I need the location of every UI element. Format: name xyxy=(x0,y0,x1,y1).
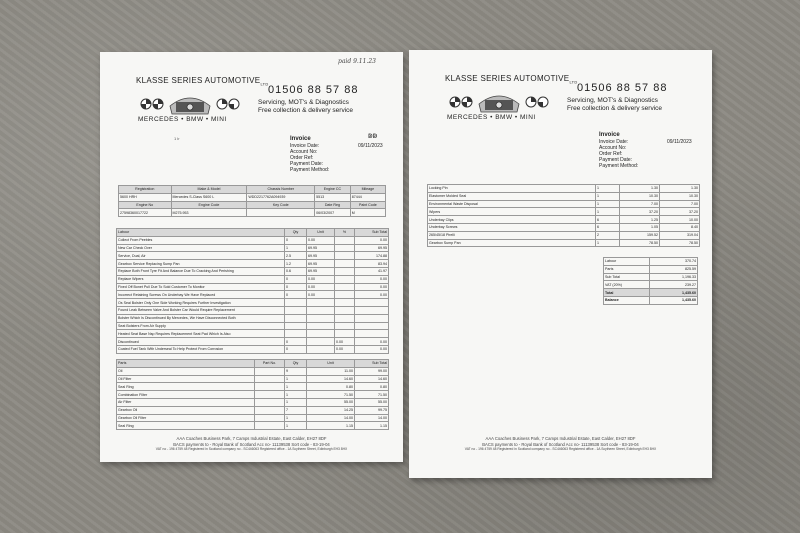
labour-row-cell: 0 xyxy=(285,236,307,244)
totals-row-cell: VAT (20%) xyxy=(604,281,650,289)
labour-row-cell xyxy=(335,299,355,307)
parts-continued-row-cell: 1 xyxy=(596,200,620,208)
parts-row-cell xyxy=(255,391,285,399)
parts-continued-row xyxy=(428,208,700,216)
parts-row-cell xyxy=(255,398,285,406)
labour-row-cell: 0.00 xyxy=(307,291,335,299)
labour-row-cell: New Car Check Over xyxy=(117,244,285,252)
parts-continued-row-cell: 1.05 xyxy=(620,223,660,231)
parts-header: Qty xyxy=(285,360,307,368)
labour-row-cell xyxy=(307,330,335,338)
labour-row-cell xyxy=(335,314,355,322)
labour-row-cell xyxy=(285,330,307,338)
parts-row-cell: 7 xyxy=(285,406,307,414)
parts-row-cell xyxy=(255,367,285,375)
totals-row-cell: Parts xyxy=(604,265,650,273)
labour-row-cell: 0.00 xyxy=(355,338,389,346)
labour-row-cell xyxy=(307,338,335,346)
parts-row-cell: 99.75 xyxy=(355,406,389,414)
parts-row xyxy=(117,414,389,422)
vehicle-header: Engine No xyxy=(119,201,172,209)
labour-row-cell xyxy=(307,299,335,307)
invoice-title: Invoice xyxy=(290,136,311,142)
labour-row-cell: 0 xyxy=(285,345,307,353)
invoice-number-mark: ↁↁ xyxy=(368,134,378,140)
parts-continued-row-cell: Underbay Clips xyxy=(428,216,596,224)
labour-row-cell xyxy=(307,314,335,322)
labour-row-cell: 0.00 xyxy=(355,275,389,283)
labour-row-cell xyxy=(335,260,355,268)
company-name: KLASSE SERIES $AUTOMOTIVE_{LTD}$ xyxy=(136,76,269,87)
totals-row-cell: 370.74 xyxy=(650,258,698,266)
labour-row-cell: Os Seal Bolster Only One Side Working Requires Further Investigation xyxy=(117,299,285,307)
parts-row-cell: 11.00 xyxy=(307,367,355,375)
labour-row-cell: Incorrect Retaining Screws On Underbay We Have Replaced xyxy=(117,291,285,299)
parts-row-cell: Seal Ring xyxy=(117,422,255,430)
services-text: Servicing, MOT's & Diagnostics Free collection & delivery service xyxy=(258,99,354,114)
parts-row xyxy=(117,391,389,399)
invoice-page-2 xyxy=(409,50,712,478)
parts-continued-row xyxy=(428,192,700,200)
totals-row-cell: 825.59 xyxy=(650,265,698,273)
labour-row-cell: Coated Fuel Tank With Underseal To Help Protect From Corrosion xyxy=(117,345,285,353)
parts-continued-row-cell: Locking Pin xyxy=(428,185,596,193)
parts-row-cell: Oil Filter xyxy=(117,375,255,383)
parts-continued-row-cell: 1.30 xyxy=(620,185,660,193)
parts-header: Parts xyxy=(117,360,255,368)
labour-row-cell xyxy=(335,330,355,338)
labour-row-cell: Gearbox Service Replacing Sump Pan xyxy=(117,260,285,268)
labour-row-cell xyxy=(335,267,355,275)
parts-continued-row xyxy=(428,223,700,231)
invoice-page-1 xyxy=(100,52,403,462)
invoice-date: 09/11/2023 xyxy=(358,143,383,149)
labour-row-cell xyxy=(335,306,355,314)
totals-row-cell: Balance xyxy=(604,296,650,304)
parts-row-cell: Seal Ring xyxy=(117,383,255,391)
parts-row xyxy=(117,406,389,414)
labour-row-cell: 69.95 xyxy=(307,267,335,275)
labour-row xyxy=(117,306,389,314)
labour-row xyxy=(117,236,389,244)
parts-row-cell xyxy=(255,414,285,422)
parts-continued-row-cell: 1 xyxy=(596,185,620,193)
vehicle-header: Engine Code xyxy=(171,201,247,209)
labour-row-cell: 41.97 xyxy=(355,267,389,275)
parts-continued-row-cell: 10.00 xyxy=(660,216,700,224)
parts-row-cell xyxy=(255,375,285,383)
parts-row-cell: 14.25 xyxy=(307,406,355,414)
labour-row-cell xyxy=(335,322,355,330)
vehicle-header: Registration xyxy=(119,186,172,194)
vehicle-cell: 27598360017722 xyxy=(119,209,172,217)
parts-continued-row xyxy=(428,185,700,193)
vehicle-cell xyxy=(247,209,315,217)
parts-continued-row-cell: 319.04 xyxy=(660,231,700,239)
makes-line: MERCEDES • BMW • MINI xyxy=(447,114,536,121)
vehicle-header: Paint Code xyxy=(350,201,385,209)
labour-row-cell: 0.00 xyxy=(335,345,355,353)
parts-continued-row-cell: 37.20 xyxy=(620,208,660,216)
labour-row-cell xyxy=(335,291,355,299)
labour-header: Unit xyxy=(307,229,335,237)
labour-header: Labour xyxy=(117,229,285,237)
parts-row-cell: 1 xyxy=(285,391,307,399)
makes-line: MERCEDES • BMW • MINI xyxy=(138,116,227,123)
invoice-date: 09/11/2023 xyxy=(667,139,692,145)
parts-continued-row xyxy=(428,231,700,239)
totals-row-cell: 1,435.60 xyxy=(650,289,698,297)
parts-row-cell: 14.60 xyxy=(355,375,389,383)
labour-row-cell: 0.00 xyxy=(355,236,389,244)
parts-continued-row-cell: Wipers xyxy=(428,208,596,216)
parts-row xyxy=(117,375,389,383)
labour-row xyxy=(117,244,389,252)
labour-row xyxy=(117,267,389,275)
parts-continued-row-cell: 1 xyxy=(596,208,620,216)
parts-header: Unit xyxy=(307,360,355,368)
labour-header: Qty xyxy=(285,229,307,237)
totals-row-cell: Sub Total xyxy=(604,273,650,281)
small-mark: 1 lr xyxy=(174,136,180,141)
labour-row-cell: 83.94 xyxy=(355,260,389,268)
labour-row xyxy=(117,283,389,291)
totals-row xyxy=(604,265,698,273)
parts-row-cell: 71.50 xyxy=(355,391,389,399)
labour-row-cell xyxy=(307,345,335,353)
labour-row-cell: 0.00 xyxy=(355,291,389,299)
totals-row-cell: Labour xyxy=(604,258,650,266)
parts-row xyxy=(117,383,389,391)
labour-row-cell: 0.00 xyxy=(355,283,389,291)
parts-row-cell: 71.50 xyxy=(307,391,355,399)
vehicle-header: Chassis Number xyxy=(247,186,315,194)
parts-row-cell: 1 xyxy=(285,398,307,406)
totals-row xyxy=(604,281,698,289)
parts-continued-row xyxy=(428,216,700,224)
labour-row-cell xyxy=(285,314,307,322)
labour-row-cell: 1 xyxy=(285,244,307,252)
labour-row-cell: 1.2 xyxy=(285,260,307,268)
parts-continued-row-cell: Underbay Screws xyxy=(428,223,596,231)
handwritten-paid-note: paid 9.11.23 xyxy=(338,58,376,65)
labour-row-cell: 69.95 xyxy=(307,252,335,260)
labour-row-cell: Replace Both Front Tyre Fit And Balance Due To Cracking And Perishing xyxy=(117,267,285,275)
vehicle-header: Key Code xyxy=(247,201,315,209)
parts-row-cell: 14.00 xyxy=(355,414,389,422)
labour-row-cell: Found Leak Between Valve And Bolster Car Would Require Replacement xyxy=(117,306,285,314)
parts-continued-table xyxy=(427,184,700,247)
labour-row-cell: Fixed Off Bonet Pull Due To Sold Customer To Monitor xyxy=(117,283,285,291)
totals-row xyxy=(604,273,698,281)
labour-row-cell: 0.00 xyxy=(307,275,335,283)
parts-continued-row-cell: 1 xyxy=(596,239,620,247)
totals-row xyxy=(604,258,698,266)
labour-header: Sub Total xyxy=(355,229,389,237)
labour-row-cell: 174.88 xyxy=(355,252,389,260)
parts-continued-row-cell: Elastomer Molded Seal xyxy=(428,192,596,200)
vehicle-header: Mileage xyxy=(350,186,385,194)
labour-row-cell: 0 xyxy=(285,283,307,291)
footer-page-2: AAA Coaches Business Park, 7 Camps Industrial Estate, East Calder, EH27 8DF BACS payments to - Royal Bank of Scotland Acc no- 11139538 Sort code - 83-19-04 VAT no - 196 4759 48 Registered in Scotland company no - SC446063 Registered office - 1A Scytheen Street, Edinburgh EH3 8HX xyxy=(464,436,657,451)
labour-row-cell: 0.00 xyxy=(355,345,389,353)
labour-row-cell xyxy=(307,306,335,314)
parts-row-cell: Oil xyxy=(117,367,255,375)
labour-row-cell: 69.95 xyxy=(355,244,389,252)
labour-row xyxy=(117,299,389,307)
parts-row-cell: 55.00 xyxy=(307,398,355,406)
parts-continued-row-cell: 78.50 xyxy=(660,239,700,247)
totals-row-cell: Total xyxy=(604,289,650,297)
totals-row-cell: 239.27 xyxy=(650,281,698,289)
labour-row-cell: 0 xyxy=(285,338,307,346)
labour-row xyxy=(117,291,389,299)
labour-row xyxy=(117,338,389,346)
labour-row-cell: Service, Dual, Air xyxy=(117,252,285,260)
labour-row-cell xyxy=(335,244,355,252)
labour-row-cell xyxy=(335,283,355,291)
parts-row-cell: 1 xyxy=(285,375,307,383)
parts-row-cell: 0.80 xyxy=(307,383,355,391)
labour-row-cell: Bolster Which Is Discontinued By Mercedes, We Have Disconnected Both xyxy=(117,314,285,322)
vehicle-cell: 5600 HRH xyxy=(119,193,172,201)
vehicle-cell: 87444 xyxy=(350,193,385,201)
labour-row-cell xyxy=(307,322,335,330)
labour-row-cell xyxy=(335,236,355,244)
vehicle-table xyxy=(118,185,386,217)
parts-continued-row-cell: Environmental Waste Disposal xyxy=(428,200,596,208)
vehicle-cell: 06/03/2007 xyxy=(315,209,351,217)
labour-row-cell: Seat Bolsters From Air Supply xyxy=(117,322,285,330)
vehicle-header: Make & Model xyxy=(171,186,247,194)
parts-row-cell xyxy=(255,383,285,391)
labour-row-cell xyxy=(285,322,307,330)
vehicle-cell: M275.953 xyxy=(171,209,247,217)
parts-continued-row-cell: 7.00 xyxy=(660,200,700,208)
services-text: Servicing, MOT's & Diagnostics Free collection & delivery service xyxy=(567,97,663,112)
invoice-labels: Invoice Date: Account No: Order Ref: Payment Date: Payment Method: xyxy=(290,143,330,173)
footer-page-1: AAA Coaches Business Park, 7 Camps Industrial Estate, East Calder, EH27 8DF BACS payments to - Royal Bank of Scotland Acc no- 11139538 Sort code - 83-19-04 VAT no - 196 4759 48 Registered in Scotland company no - SC446063 Registered office - 1A Scytheen Street, Edinburgh EH3 8HX xyxy=(155,436,348,451)
labour-row xyxy=(117,260,389,268)
parts-row-cell: Gearbox Oil xyxy=(117,406,255,414)
labour-row-cell: 69.95 xyxy=(307,244,335,252)
parts-row-cell: 1 xyxy=(285,383,307,391)
labour-row-cell xyxy=(355,299,389,307)
labour-row-cell: 0.00 xyxy=(307,283,335,291)
labour-row-cell: Collect From Peebles xyxy=(117,236,285,244)
labour-row xyxy=(117,252,389,260)
labour-row xyxy=(117,322,389,330)
phone-number: 01506 88 57 88 xyxy=(577,82,668,94)
labour-row-cell xyxy=(285,299,307,307)
parts-continued-row-cell: 78.50 xyxy=(620,239,660,247)
parts-row-cell: 1 xyxy=(285,422,307,430)
parts-continued-row-cell: 1 xyxy=(596,192,620,200)
invoice-labels: Invoice Date: Account No: Order Ref: Payment Date: Payment Method: xyxy=(599,139,639,169)
parts-row-cell: Air Filter xyxy=(117,398,255,406)
parts-table xyxy=(116,359,389,430)
parts-row-cell: 55.00 xyxy=(355,398,389,406)
parts-continued-row-cell: 1.30 xyxy=(660,185,700,193)
labour-table xyxy=(116,228,389,354)
labour-row-cell xyxy=(355,322,389,330)
labour-row-cell: 69.95 xyxy=(307,260,335,268)
totals-row-cell: 1,435.60 xyxy=(650,296,698,304)
labour-row-cell xyxy=(355,314,389,322)
labour-row-cell xyxy=(285,306,307,314)
invoice-title: Invoice xyxy=(599,132,620,138)
parts-continued-row-cell: 10.30 xyxy=(660,192,700,200)
parts-row-cell: 1 xyxy=(285,414,307,422)
labour-row-cell: 0.00 xyxy=(335,338,355,346)
labour-row-cell xyxy=(355,330,389,338)
labour-row-cell xyxy=(355,306,389,314)
labour-row xyxy=(117,275,389,283)
parts-row-cell: 9 xyxy=(285,367,307,375)
labour-row-cell: Discontinued xyxy=(117,338,285,346)
phone-number: 01506 88 57 88 xyxy=(268,84,359,96)
totals-row xyxy=(604,289,698,297)
parts-continued-row-cell: 10.30 xyxy=(620,192,660,200)
labour-row-cell xyxy=(335,275,355,283)
parts-continued-row-cell: 2 xyxy=(596,231,620,239)
vehicle-cell: Mercedes S-Class S600 L xyxy=(171,193,247,201)
parts-row xyxy=(117,398,389,406)
parts-continued-row-cell: 6 xyxy=(596,216,620,224)
labour-header: % xyxy=(335,229,355,237)
parts-row-cell: Combination Filter xyxy=(117,391,255,399)
parts-header: Part No. xyxy=(255,360,285,368)
parts-continued-row-cell: 7.00 xyxy=(620,200,660,208)
totals-row-cell: 1,196.33 xyxy=(650,273,698,281)
parts-continued-row-cell: 37.20 xyxy=(660,208,700,216)
company-name: KLASSE SERIES $AUTOMOTIVE_{LTD}$ xyxy=(445,74,578,85)
totals-row xyxy=(604,296,698,304)
parts-continued-row xyxy=(428,239,700,247)
parts-row-cell: 0.80 xyxy=(355,383,389,391)
parts-row-cell xyxy=(255,422,285,430)
parts-continued-row-cell: 1.25 xyxy=(620,216,660,224)
labour-row-cell: Replace Wipers xyxy=(117,275,285,283)
labour-row-cell: 0.6 xyxy=(285,267,307,275)
parts-continued-row-cell: 159.52 xyxy=(620,231,660,239)
vehicle-cell: 5513 xyxy=(315,193,351,201)
parts-row-cell: Gearbox Oil Filter xyxy=(117,414,255,422)
parts-continued-row-cell: Gearbox Sump Pan xyxy=(428,239,596,247)
parts-row xyxy=(117,422,389,430)
vehicle-header: Engine CC xyxy=(315,186,351,194)
totals-table xyxy=(603,257,698,305)
labour-row xyxy=(117,330,389,338)
parts-row-cell: 1.15 xyxy=(355,422,389,430)
labour-row-cell: 0 xyxy=(285,291,307,299)
parts-row-cell: 99.00 xyxy=(355,367,389,375)
parts-continued-row-cell: 8.40 xyxy=(660,223,700,231)
parts-row-cell xyxy=(255,406,285,414)
labour-row-cell xyxy=(335,252,355,260)
vehicle-header: Date Reg xyxy=(315,201,351,209)
labour-row-cell: 0.00 xyxy=(307,236,335,244)
labour-row-cell: 0 xyxy=(285,275,307,283)
vehicle-cell: WDD2217762A094939 xyxy=(247,193,315,201)
parts-continued-row-cell: 265/45/18 Pirelli xyxy=(428,231,596,239)
parts-row-cell: 14.00 xyxy=(307,414,355,422)
labour-row-cell: Heated Seat Base Nsp Requires Replacement Seat Pad Which Is Also xyxy=(117,330,285,338)
labour-row xyxy=(117,345,389,353)
labour-row-cell: 2.5 xyxy=(285,252,307,260)
parts-row-cell: 14.60 xyxy=(307,375,355,383)
vehicle-cell: M xyxy=(350,209,385,217)
parts-row-cell: 1.15 xyxy=(307,422,355,430)
parts-row xyxy=(117,367,389,375)
labour-row xyxy=(117,314,389,322)
parts-header: Sub Total xyxy=(355,360,389,368)
parts-continued-row xyxy=(428,200,700,208)
parts-continued-row-cell: 6 xyxy=(596,223,620,231)
